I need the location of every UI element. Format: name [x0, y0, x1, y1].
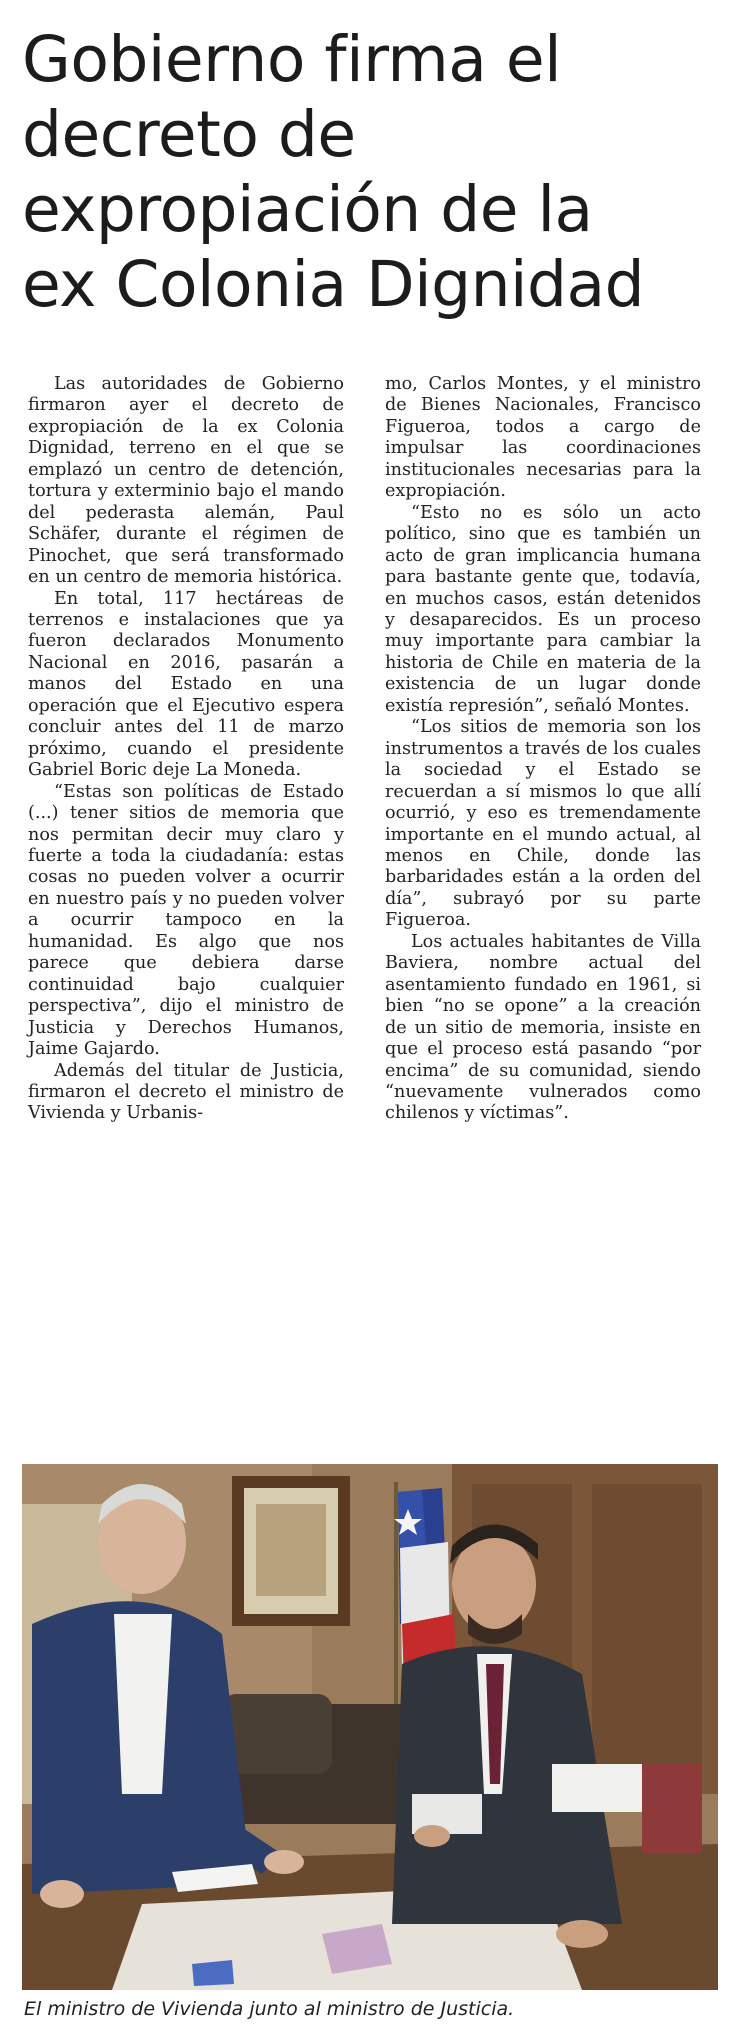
photo-illustration	[22, 1464, 718, 1990]
headline	[22, 22, 732, 322]
paragraph: “Estas son políticas de Estado (...) tener sitios de memoria que nos permitan decir muy claro y fuerte a toda la ciudadanía: estas cosas no pueden volver a ocurrir en nuestro país y no pueden volver a ocurrir tampoco en la humanidad. Es algo que nos parece que debiera darse continuidad bajo cualquier perspectiva”, dijo el ministro de Justicia y Derechos Humanos, Jaime Gajardo.	[28, 781, 344, 1060]
headline-line: ex Colonia Dignidad	[22, 248, 645, 321]
headline-line: expropiación de la	[22, 173, 593, 246]
paragraph: En total, 117 hectáreas de terrenos e instalaciones que ya fueron declarados Monumento Nacional en 2016, pasarán a manos del Estado en una operación que el Ejecutivo espera concluir antes del 11 de marzo próximo, cuando el presidente Gabriel Boric deje La Moneda.	[28, 588, 344, 781]
article-column-right	[385, 374, 701, 1125]
paragraph: Los actuales habitantes de Villa Baviera, nombre actual del asentamiento fundado en 1961, si bien “no se opone” a la creación de un sitio de memoria, insiste en que el proceso está pasando “por encima” de su comunidad, siendo “nuevamente vulnerados como chilenos y víctimas”.	[385, 931, 701, 1124]
headline-line: decreto de	[22, 98, 356, 171]
paragraph-continuation: mo, Carlos Montes, y el ministro de Bienes Nacionales, Francisco Figueroa, todos a cargo de impulsar las coordinaciones institucionales necesarias para la expropiación.	[385, 374, 701, 502]
paragraph: Las autoridades de Gobierno firmaron ayer el decreto de expropiación de la ex Colonia Dignidad, terreno en el que se emplazó un centro de detención, tortura y exterminio bajo el mando del pederasta alemán, Paul Schäfer, durante el régimen de Pinochet, que será transformado en un centro de memoria histórica.	[28, 374, 344, 588]
article-column-left	[28, 374, 344, 1125]
paragraph: Además del titular de Justicia, firmaron el decreto el ministro de Vivienda y Urbanis-	[28, 1060, 344, 1124]
paragraph: “Los sitios de memoria son los instrumentos a través de los cuales la sociedad y el Estado se recuerdan a sí mismos lo que allí ocurrió, y eso es tremendamente importante en el mundo actual, al menos en Chile, donde las barbaridades están a la orden del día”, subrayó por su parte Figueroa.	[385, 717, 701, 931]
paragraph: “Esto no es sólo un acto político, sino que es también un acto de gran implicancia humana para bastante gente que, todavía, en muchos casos, están detenidos y desaparecidos. Es un proceso muy importante para cambiar la historia de Chile en materia de la existencia de un lugar donde existía represión”, señaló Montes.	[385, 502, 701, 716]
photo-caption: El ministro de Vivienda junto al ministro de Justicia.	[24, 1998, 515, 2020]
article-photo	[22, 1464, 718, 1990]
headline-line: Gobierno firma el	[22, 23, 562, 96]
